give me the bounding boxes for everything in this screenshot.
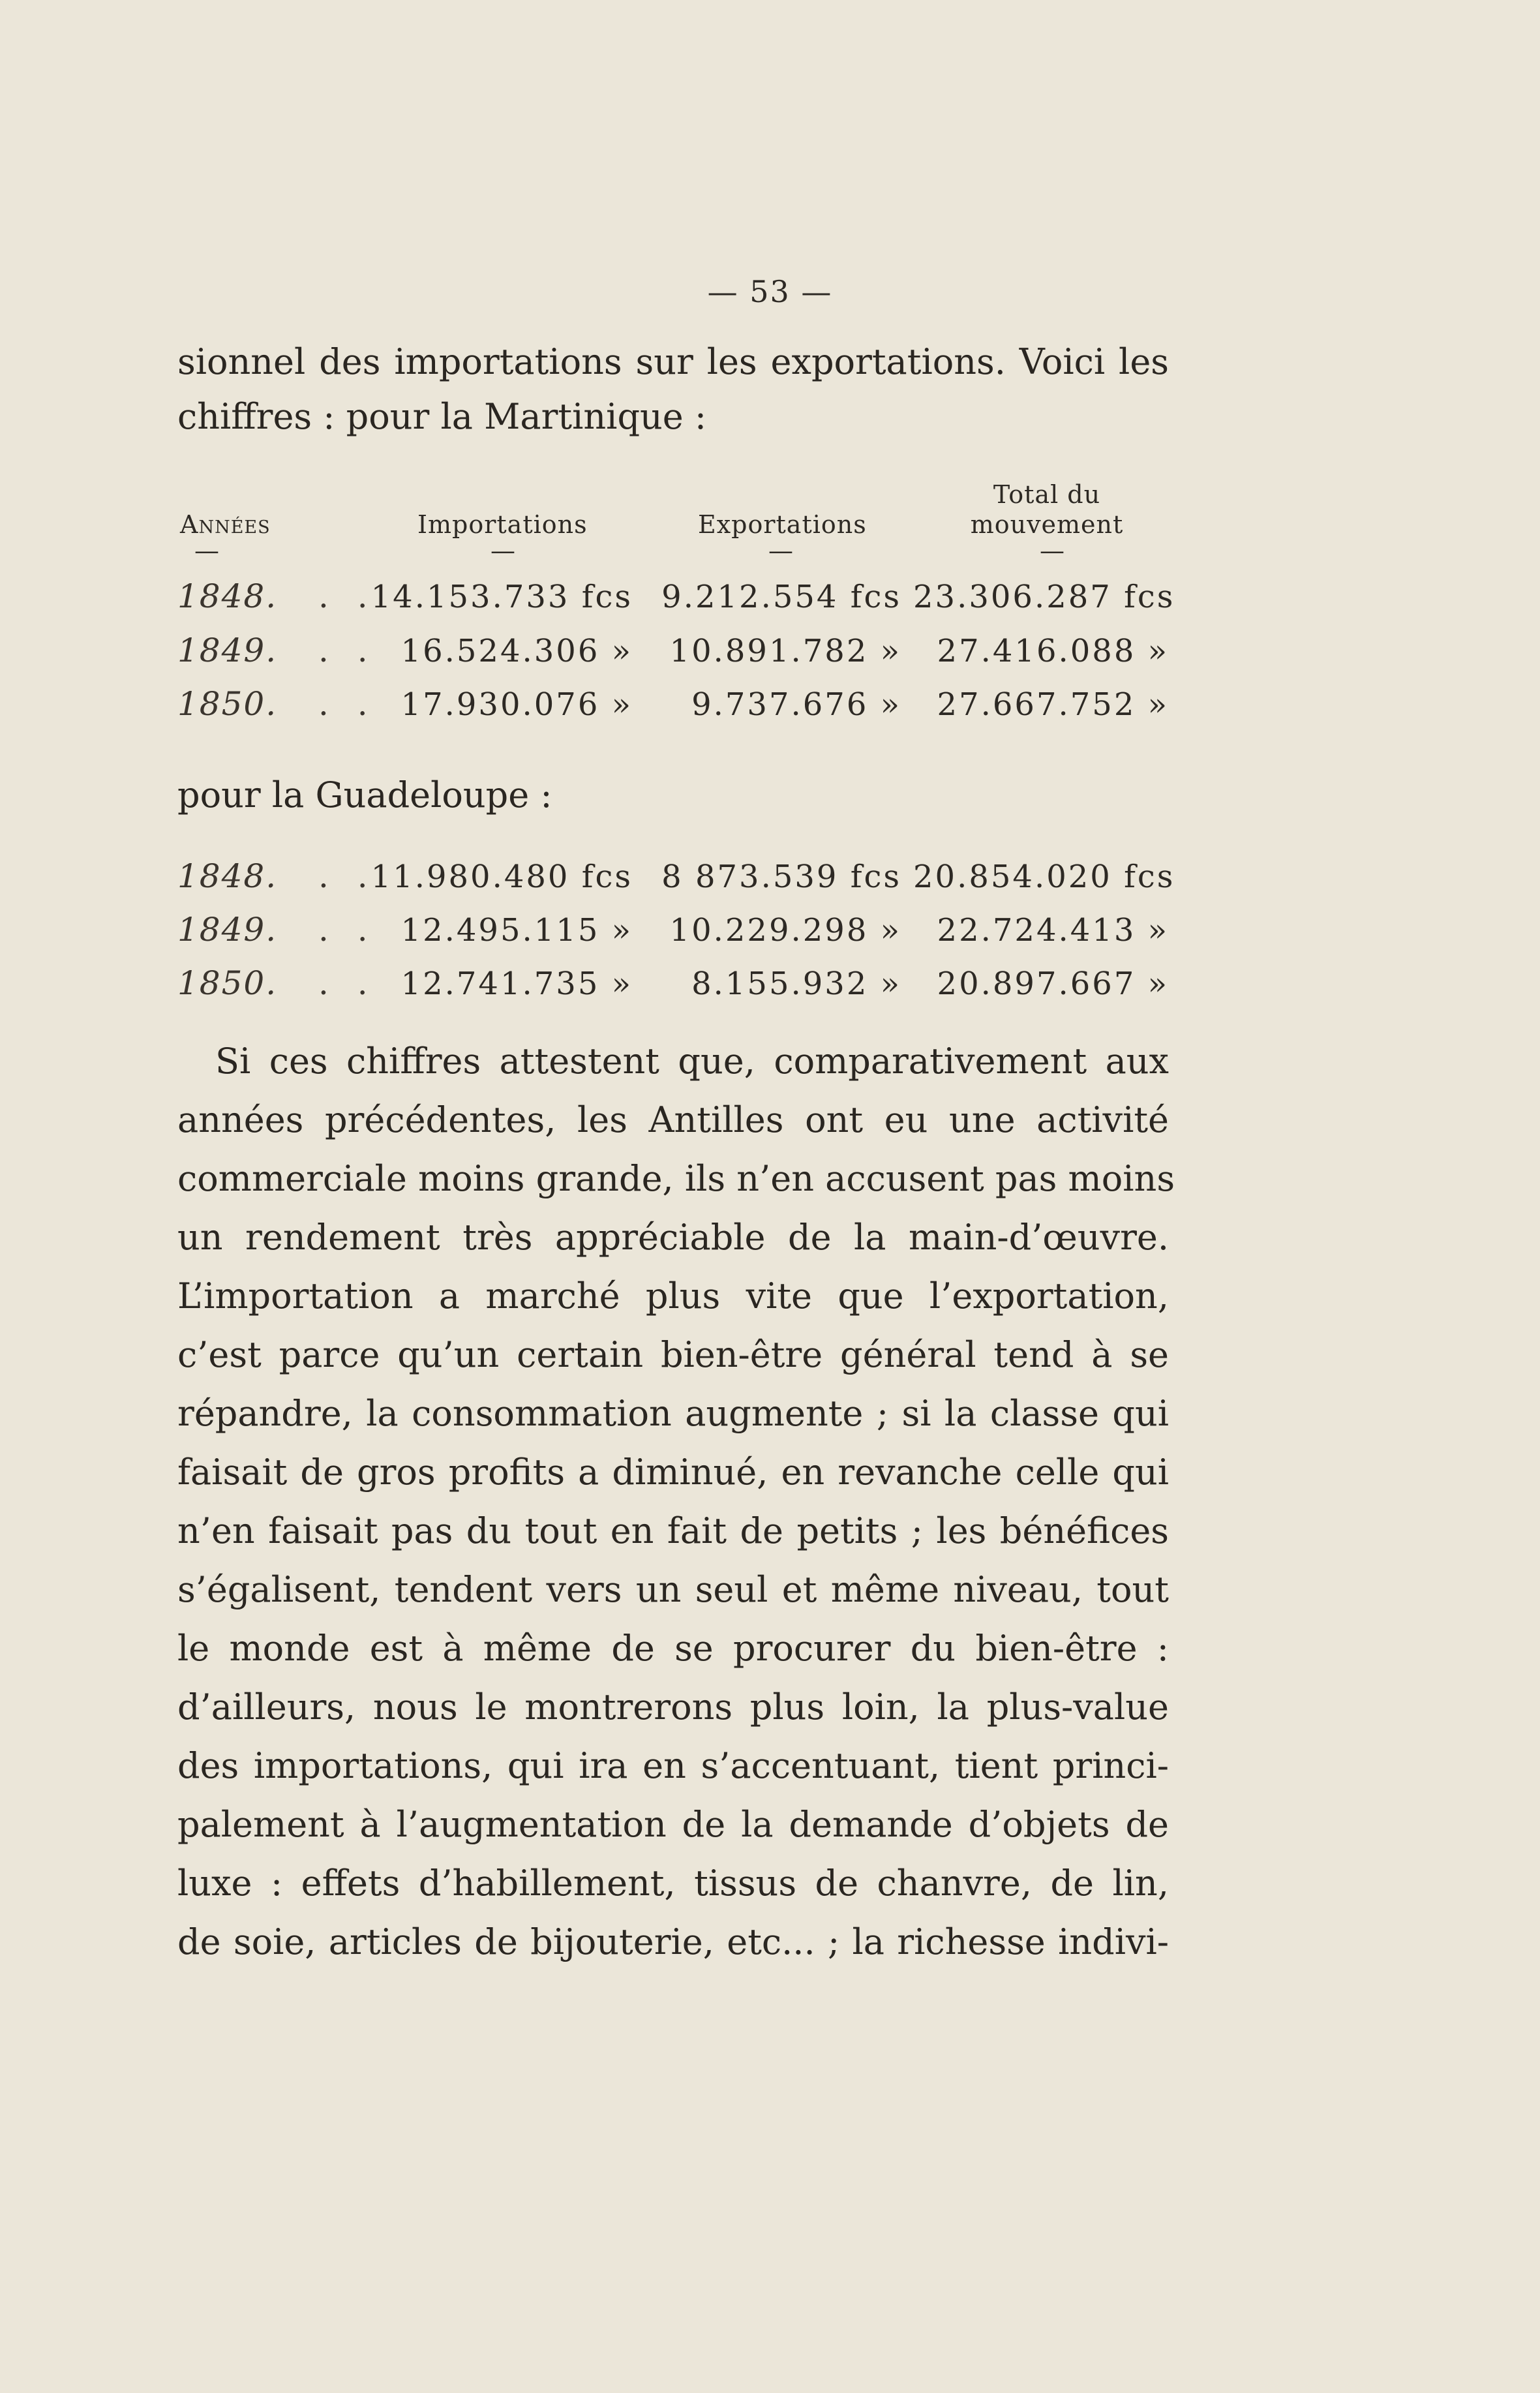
intro-line: chiffres : pour la Martinique : [177,396,707,437]
paragraph-line: palement à l’augmentation de la demande d’objets de [177,1804,1169,1845]
row-exports: 10.891.782 » [669,633,901,669]
row-exports: 10.229.298 » [669,912,901,949]
row-exports: 8 873.539 fcs [661,859,901,895]
row-year: 1850. [177,685,278,723]
row-imports: 12.495.115 » [400,912,633,949]
row-dots: . . [318,577,377,615]
header-dash: — [491,536,515,565]
row-imports: 12.741.735 » [400,966,633,1002]
paragraph-line: n’en faisait pas du tout en fait de petits ; les bénéfices [177,1510,1169,1551]
row-dots: . . [318,632,377,669]
row-exports: 8.155.932 » [691,966,901,1002]
header-dash: — [194,536,219,565]
row-total: 20.897.667 » [937,966,1169,1002]
row-imports: 17.930.076 » [400,686,633,723]
row-dots: . . [318,685,377,723]
header-total-line1: Total du [993,480,1101,509]
row-year: 1849. [177,911,278,949]
intro-line: sionnel des importations sur les exportations. Voici les [177,341,1169,382]
paragraph-line: de soie, articles de bijouterie, etc... ; la richesse indivi- [177,1921,1169,1962]
paragraph-line: L’importation a marché plus vite que l’exportation, [177,1275,1169,1317]
row-year: 1848. [177,857,278,895]
row-dots: . . [318,857,377,895]
paragraph-line: répandre, la consommation augmente ; si la classe qui [177,1393,1169,1434]
row-year: 1850. [177,964,278,1002]
row-total: 20.854.020 fcs [913,859,1175,895]
paragraph-line: un rendement très appréciable de la main-d’œuvre. [177,1217,1169,1258]
row-imports: 16.524.306 » [400,633,633,669]
paragraph-line: luxe : effets d’habillement, tissus de chanvre, de lin, [177,1863,1169,1904]
row-dots: . . [318,911,377,949]
row-dots: . . [318,964,377,1002]
paragraph-line: des importations, qui ira en s’accentuant, tient princi- [177,1745,1169,1786]
header-imports: Importations [417,510,588,539]
header-dash: — [1040,536,1064,565]
paragraph-line: c’est parce qu’un certain bien-être général tend à se [177,1334,1169,1375]
page-number: — 53 — [707,274,833,309]
row-imports: 11.980.480 fcs [370,859,633,895]
row-year: 1848. [177,577,278,615]
header-exports: Exportations [698,510,867,539]
guadeloupe-label: pour la Guadeloupe : [177,774,552,815]
row-exports: 9.212.554 fcs [661,579,901,615]
row-total: 23.306.287 fcs [913,579,1175,615]
row-year: 1849. [177,632,278,669]
row-exports: 9.737.676 » [691,686,901,723]
paragraph-line: d’ailleurs, nous le montrerons plus loin, la plus-value [177,1686,1169,1728]
paragraph-line: le monde est à même de se procurer du bien-être : [177,1628,1169,1669]
paragraph-line: années précédentes, les Antilles ont eu une activité [177,1099,1169,1140]
header-total-line2: mouvement [970,510,1124,539]
paragraph-line: faisait de gros profits a diminué, en revanche celle qui [177,1452,1169,1493]
paragraph-line: Si ces chiffres attestent que, comparativement aux [215,1041,1169,1082]
paragraph-line: s’égalisent, tendent vers un seul et même niveau, tout [177,1569,1169,1610]
header-years: Années [180,510,271,539]
row-total: 27.667.752 » [937,686,1169,723]
row-total: 27.416.088 » [937,633,1169,669]
paragraph-line: commerciale moins grande, ils n’en accusent pas moins [177,1158,1175,1199]
header-dash: — [768,536,793,565]
row-total: 22.724.413 » [937,912,1169,949]
row-imports: 14.153.733 fcs [370,579,633,615]
